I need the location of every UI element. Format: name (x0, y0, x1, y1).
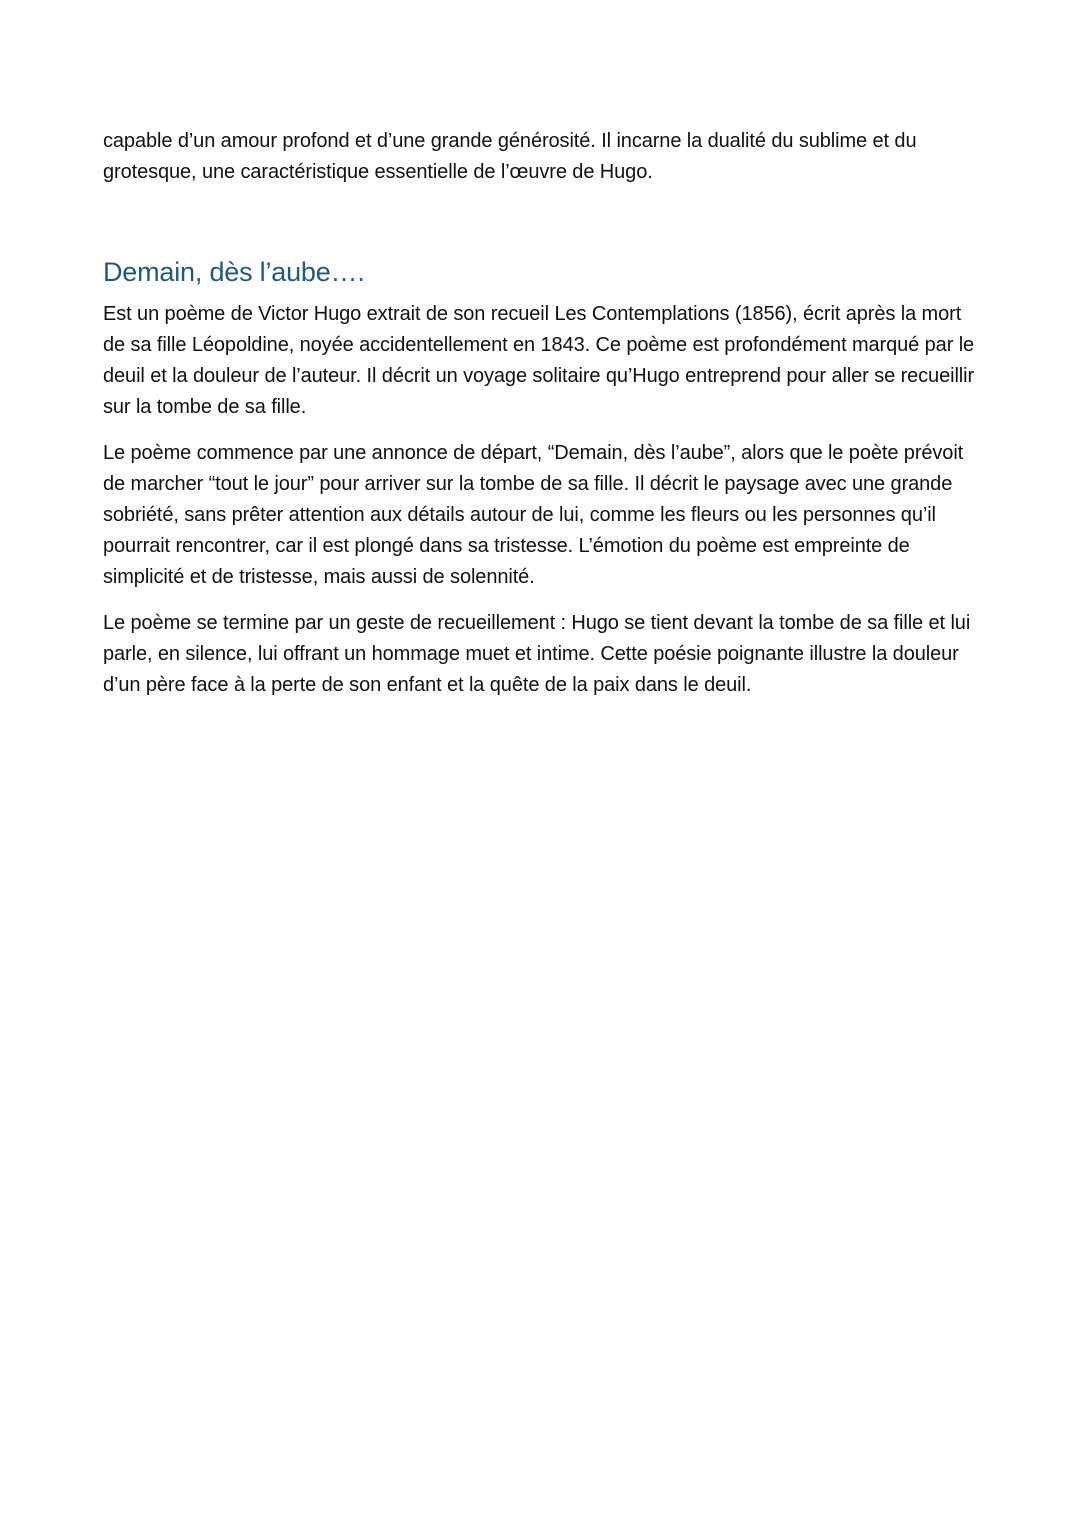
intro-paragraph: capable d’un amour profond et d’une grande générosité. Il incarne la dualité du sublime et du grotesque, une caractéristique essentielle de l’œuvre de Hugo. (103, 130, 917, 183)
body-paragraph-1: Est un poème de Victor Hugo extrait de son recueil Les Contemplations (1856), écrit après la mort de sa fille Léopoldine, noyée accidentellement en 1843. Ce poème est profondément marqué par le deuil et la douleur de l’auteur. Il décrit un voyage solitaire qu’Hugo entreprend pour aller se recueillir sur la tombe de sa fille. (103, 303, 975, 418)
section-heading: Demain, dès l’aube…. (103, 257, 365, 287)
page-content (103, 126, 981, 701)
body-paragraph-2: Le poème commence par une annonce de départ, “Demain, dès l’aube”, alors que le poète prévoit de marcher “tout le jour” pour arriver sur la tombe de sa fille. Il décrit le paysage avec une grande sobriété, sans prêter attention aux détails autour de lui, comme les fleurs ou les personnes qu’il pourrait rencontrer, car il est plongé dans sa tristesse. L’émotion du poème est empreinte de simplicité et de tristesse, mais aussi de solennité. (103, 442, 964, 588)
body-paragraph-3: Le poème se termine par un geste de recueillement : Hugo se tient devant la tombe de sa fille et lui parle, en silence, lui offrant un hommage muet et intime. Cette poésie poignante illustre la douleur d’un père face à la perte de son enfant et la quête de la paix dans le deuil. (103, 612, 971, 696)
